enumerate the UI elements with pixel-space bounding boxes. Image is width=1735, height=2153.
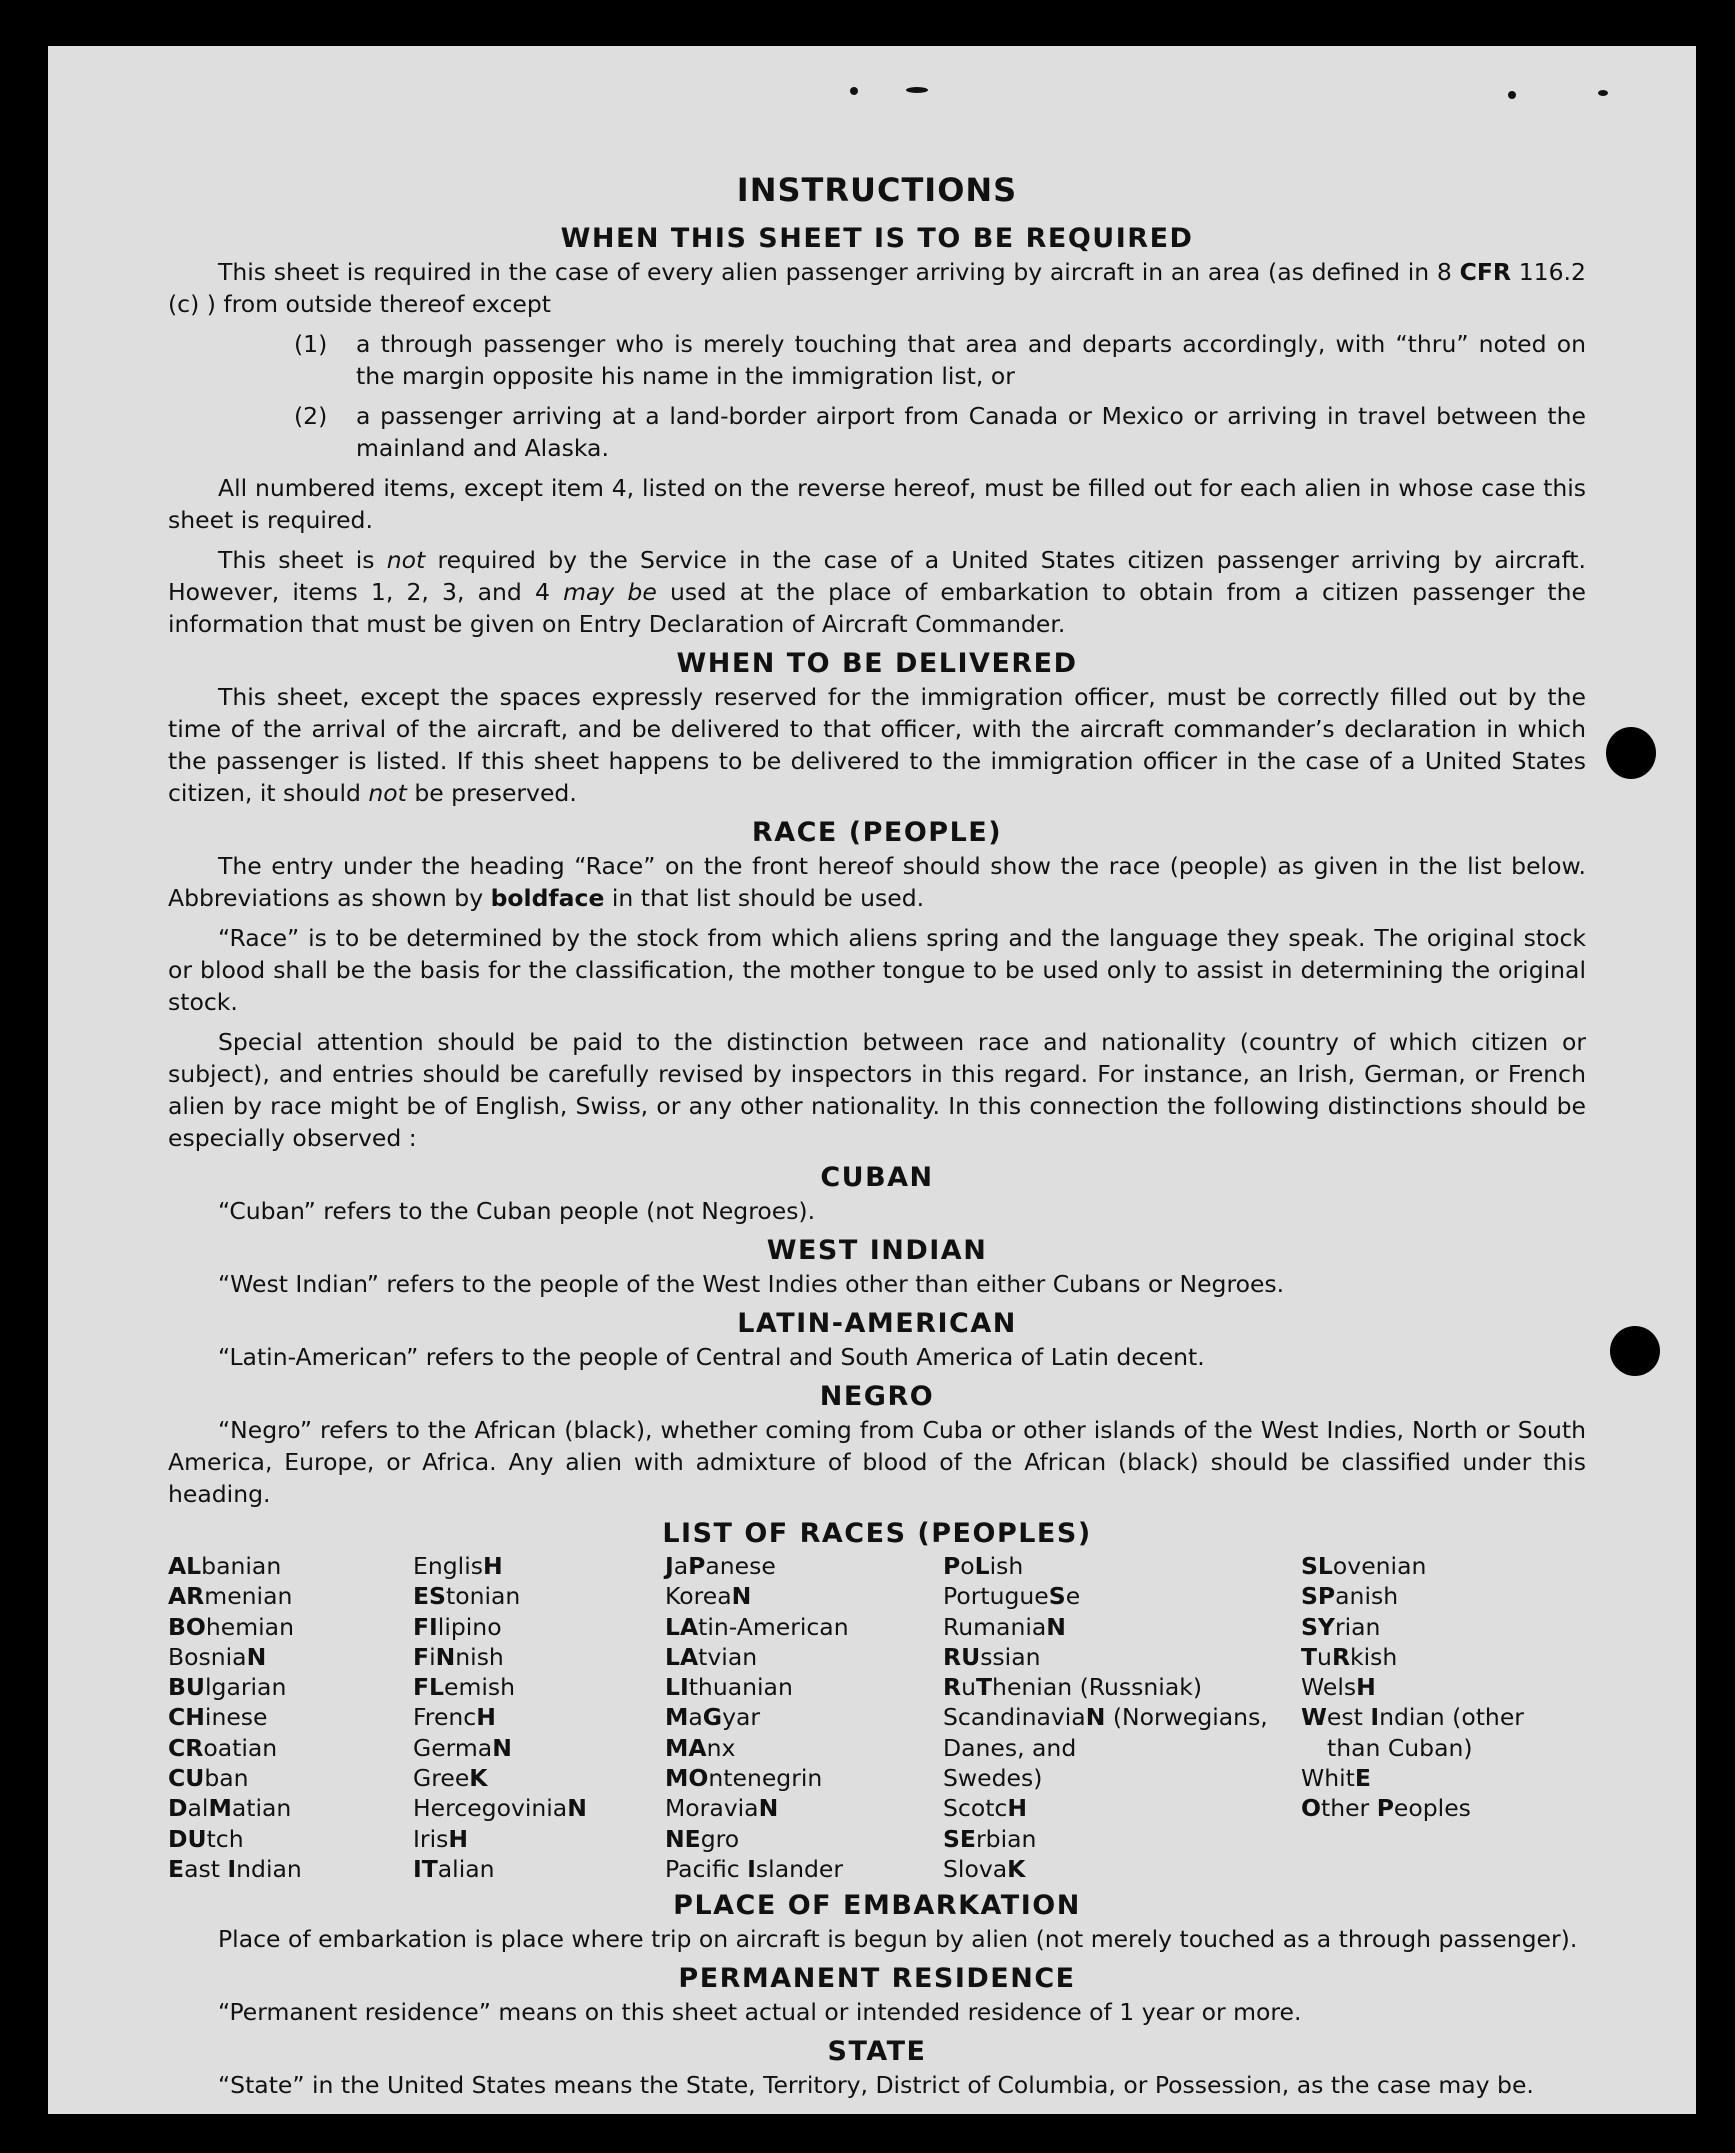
race-entry: West Indian (other [1301, 1703, 1524, 1732]
race-entry: MaGyar [665, 1703, 761, 1732]
negro-definition: “Negro” refers to the African (black), whether coming from Cuba or other islands of the West Indies, North or South America, Europe, or Africa. Any alien with admixture of blood of the African (black) should be classified under this heading. [168, 1416, 1586, 1508]
race-entry: Pacific Islander [665, 1854, 844, 1883]
race-entry: WelsH [1301, 1673, 1376, 1702]
exception-item [168, 400, 1586, 464]
race-entry: than Cuban) [1327, 1733, 1473, 1762]
race-entry: BosniaN [168, 1642, 267, 1671]
race-list [168, 1551, 1586, 1884]
exception-text: a passenger arriving at a land-border airport from Canada or Mexico or arriving in travel between the mainland and Alaska. [356, 402, 1586, 462]
citizen-note: This sheet is not required by the Service in the case of a United States citizen passenger arriving by aircraft. However, items 1, 2, 3, and 4 may be used at the place of embarkation to obtain from a citizen passenger the information that must be given on Entry Declaration of Aircraft Commander. [168, 546, 1586, 638]
heading-embarkation: PLACE OF EMBARKATION [673, 1890, 1081, 1922]
when-required-intro: This sheet is required in the case of every alien passenger arriving by aircraft in an area (as defined in 8 CFR 116.2 (c) ) from outside thereof except [168, 258, 1586, 318]
race-entry: DUtch [168, 1824, 244, 1853]
scan-speck [850, 87, 858, 95]
race-entry: EnglisH [413, 1552, 503, 1580]
heading-list-of-races: LIST OF RACES (PEOPLES) [662, 1518, 1092, 1549]
race-entry: BOhemian [168, 1612, 294, 1641]
heading-permanent-residence: PERMANENT RESIDENCE [678, 1963, 1076, 1995]
race-column [943, 1551, 1301, 1884]
scan-speck [1508, 91, 1516, 99]
race-entry: ITalian [413, 1854, 495, 1883]
page-title: INSTRUCTIONS [736, 171, 1018, 209]
race-column [168, 1551, 413, 1884]
race-entry: RUssian [943, 1642, 1041, 1671]
race-entry: DalMatian [168, 1794, 292, 1823]
exception-number: (1) [294, 330, 328, 358]
race-entry: EStonian [413, 1582, 521, 1611]
race-entry: ALbanian [168, 1552, 282, 1580]
race-entry: LAtin-American [665, 1612, 849, 1641]
race-entry: FrencH [413, 1703, 496, 1732]
scan-speck [1598, 90, 1608, 96]
race-entry: PoLish [943, 1552, 1024, 1580]
race-entry: GreeK [413, 1764, 488, 1793]
race-entry: PortugueSe [943, 1582, 1081, 1611]
instructions-content [168, 171, 1586, 2109]
punch-hole-lower [1610, 1326, 1660, 1376]
race-entry: Swedes) [943, 1764, 1043, 1793]
heading-when-required: WHEN THIS SHEET IS TO BE REQUIRED [560, 223, 1194, 254]
race-entry: MoraviaN [665, 1794, 779, 1823]
race-column [665, 1551, 943, 1884]
numbered-items-note: All numbered items, except item 4, listed on the reverse hereof, must be filled out for each alien in whose case this sheet is required. [168, 474, 1586, 534]
latin-american-definition: “Latin-American” refers to the people of Central and South America of Latin decent. [218, 1343, 1205, 1371]
race-entry: FIlipino [413, 1612, 502, 1641]
race-entry: RuThenian (Russniak) [943, 1673, 1203, 1702]
race-entry: CHinese [168, 1703, 268, 1732]
when-delivered-text: This sheet, except the spaces expressly reserved for the immigration officer, must be correctly filled out by the time of the arrival of the aircraft, and be delivered to that officer, with the aircraft commander’s declaration in which the passenger is listed. If this sheet happens to be delivered to the immigration officer in the case of a United States citizen, it should not be preserved. [168, 683, 1586, 807]
heading-negro: NEGRO [819, 1381, 935, 1412]
race-entry: LIthuanian [665, 1673, 793, 1702]
race-entry: HercegoviniaN [413, 1794, 587, 1823]
race-entry: MAnx [665, 1733, 736, 1762]
race-paragraph-3: Special attention should be paid to the distinction between race and nationality (country of which citizen or subject), and entries should be carefully revised by inspectors in this regard. For instance, an Irish, German, or French alien by race might be of English, Swiss, or any other nationality. In this connection the following distinctions should be especially observed : [168, 1028, 1586, 1152]
race-entry: MOntenegrin [665, 1764, 823, 1793]
race-entry: ScandinaviaN (Norwegians, [943, 1703, 1268, 1732]
heading-cuban: CUBAN [820, 1162, 934, 1193]
race-entry: JaPanese [665, 1552, 776, 1580]
cuban-definition: “Cuban” refers to the Cuban people (not Negroes). [218, 1197, 816, 1225]
race-paragraph-1: The entry under the heading “Race” on the front hereof should show the race (people) as given in the list below. Abbreviations as shown by boldface in that list should be used. [168, 852, 1586, 912]
race-entry: RumaniaN [943, 1612, 1066, 1641]
race-entry: BUlgarian [168, 1673, 287, 1702]
race-column [413, 1551, 665, 1884]
race-entry: ScotcH [943, 1794, 1028, 1823]
race-entry: SLovenian [1301, 1552, 1427, 1580]
race-entry: SlovaK [943, 1854, 1026, 1883]
race-entry: SYrian [1301, 1612, 1381, 1641]
race-entry: GermaN [413, 1733, 512, 1762]
race-entry: ARmenian [168, 1582, 293, 1611]
race-column [1301, 1551, 1586, 1884]
race-entry: NEgro [665, 1824, 740, 1853]
exception-text: a through passenger who is merely touching that area and departs accordingly, with “thru” noted on the margin opposite his name in the immigration list, or [356, 330, 1586, 390]
document-sheet [48, 46, 1696, 2114]
race-entry: CRoatian [168, 1733, 278, 1762]
race-entry: IrisH [413, 1824, 469, 1853]
punch-hole-upper [1606, 727, 1656, 779]
scan-speck [906, 87, 928, 93]
heading-when-delivered: WHEN TO BE DELIVERED [676, 648, 1078, 679]
heading-west-indian: WEST INDIAN [766, 1235, 988, 1266]
race-entry: SPanish [1301, 1582, 1399, 1611]
race-paragraph-2: “Race” is to be determined by the stock from which aliens spring and the language they speak. The original stock or blood shall be the basis for the classification, the mother tongue to be used only to assist in determining the original stock. [168, 924, 1586, 1016]
race-entry: Other Peoples [1301, 1794, 1471, 1823]
race-entry: Danes, and [943, 1733, 1077, 1762]
heading-latin-american: LATIN-AMERICAN [737, 1308, 1017, 1339]
permanent-residence-definition: “Permanent residence” means on this sheet actual or intended residence of 1 year or more. [218, 1998, 1302, 2027]
state-definition: “State” in the United States means the State, Territory, District of Columbia, or Possession, as the case may be. [218, 2071, 1534, 2100]
race-entry: CUban [168, 1764, 249, 1793]
race-entry: LAtvian [665, 1642, 758, 1671]
exception-item [168, 328, 1586, 392]
race-entry: FLemish [413, 1673, 516, 1702]
embarkation-definition: Place of embarkation is place where trip on aircraft is begun by alien (not merely touched as a through passenger). [218, 1925, 1578, 1954]
heading-state: STATE [827, 2036, 927, 2068]
race-entry: WhitE [1301, 1764, 1371, 1793]
west-indian-definition: “West Indian” refers to the people of the West Indies other than either Cubans or Negroes. [218, 1270, 1285, 1298]
race-entry: East Indian [168, 1854, 302, 1883]
race-entry: KoreaN [665, 1582, 752, 1611]
exception-number: (2) [294, 402, 328, 430]
race-entry: FiNnish [413, 1642, 504, 1671]
race-entry: SErbian [943, 1824, 1037, 1853]
race-entry: TuRkish [1301, 1642, 1398, 1671]
heading-race: RACE (PEOPLE) [751, 817, 1003, 848]
